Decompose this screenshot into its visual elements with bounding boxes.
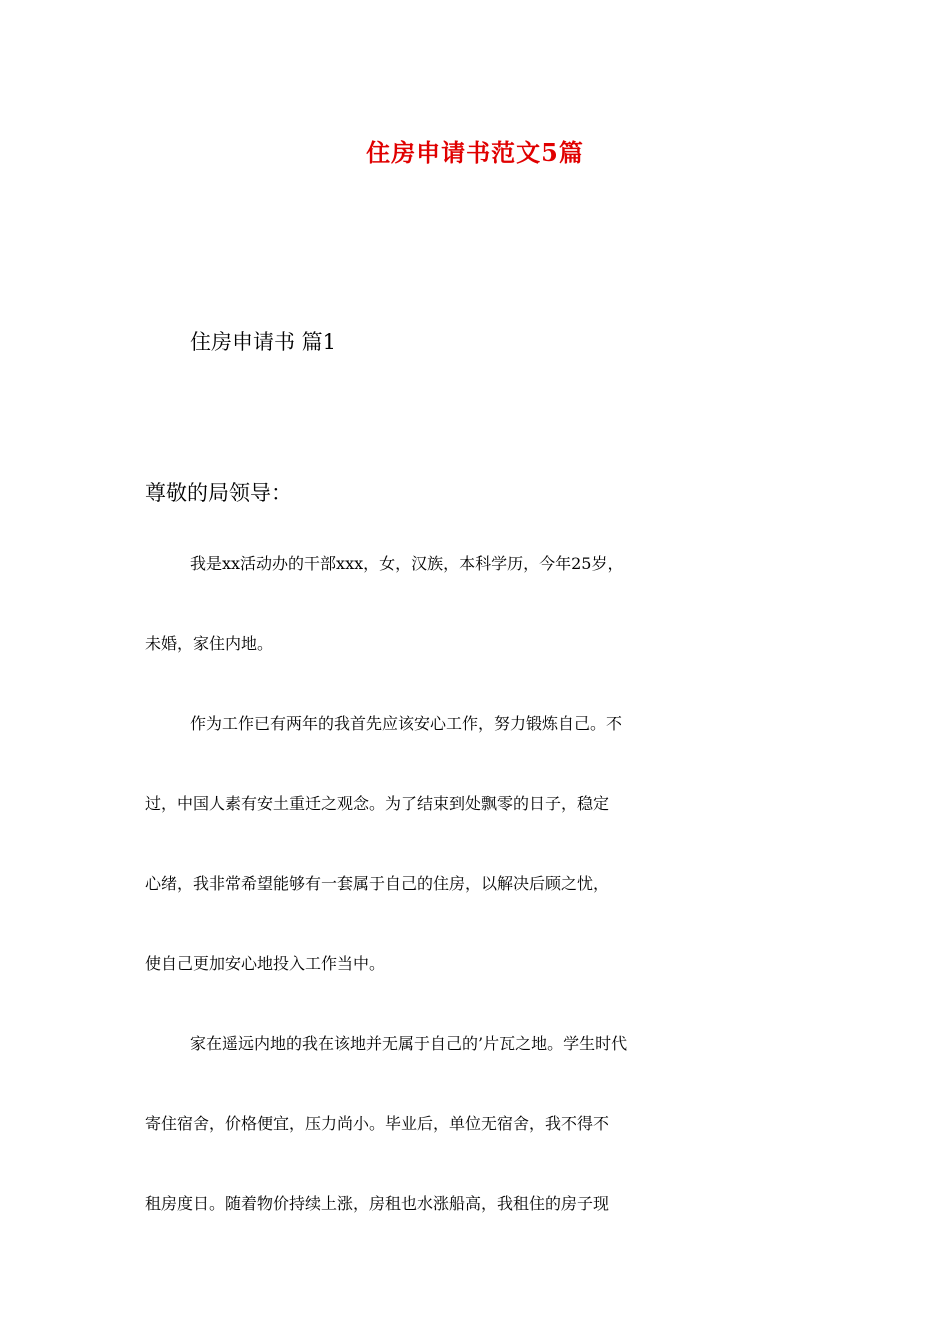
salutation: 尊敬的局领导：	[145, 481, 292, 505]
paragraph	[145, 1024, 810, 1264]
document-title: 住房申请书范文5篇	[366, 138, 584, 167]
document-body	[145, 544, 810, 1264]
text-line: 作为工作已有两年的我首先应该安心工作，努力锻炼自己。不	[190, 714, 623, 733]
text-line: 寄住宿舍，价格便宜，压力尚小。毕业后，单位无宿舍，我不得不	[145, 1114, 610, 1133]
text-line: 心绪，我非常希望能够有一套属于自己的住房，以解决后顾之忧，	[145, 874, 610, 893]
text-line: 租房度日。随着物价持续上涨，房租也水涨船高，我租住的房子现	[145, 1194, 610, 1213]
paragraph	[145, 544, 810, 704]
text-line: 家在遥远内地的我在该地并无属于自己的’片瓦之地。学生时代	[190, 1034, 628, 1053]
text-line: 我是xx活动办的干部xxx，女，汉族，本科学历，今年25岁，	[190, 554, 624, 573]
text-line: 使自己更加安心地投入工作当中。	[145, 954, 386, 973]
paragraph	[145, 704, 810, 1024]
text-line: 未婚，家住内地。	[145, 634, 274, 653]
section-heading: 住房申请书 篇1	[190, 330, 337, 354]
text-line: 过，中国人素有安土重迁之观念。为了结束到处飘零的日子，稳定	[145, 794, 610, 813]
